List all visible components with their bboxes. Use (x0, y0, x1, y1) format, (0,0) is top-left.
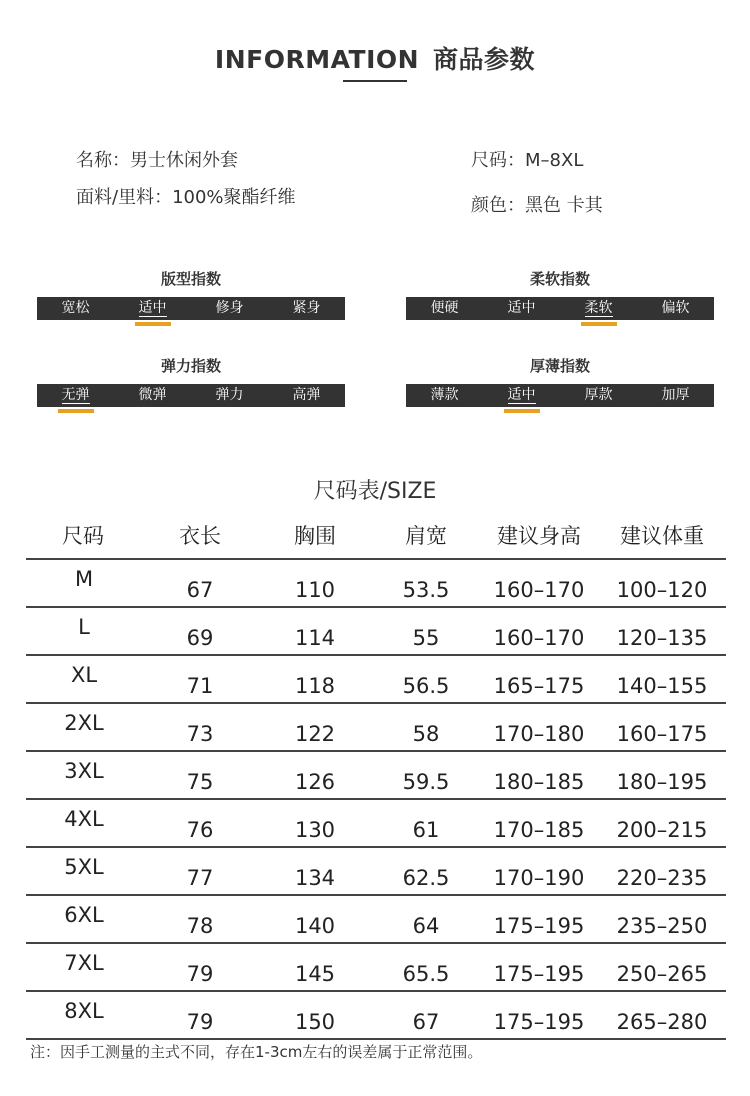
index-bar (37, 384, 345, 407)
index-option-selected: 柔软 (560, 297, 637, 320)
header-size: 尺码 (26, 512, 142, 559)
header-length: 衣长 (142, 512, 258, 559)
table-row (26, 943, 726, 991)
index-option: 便硬 (430, 300, 459, 316)
cell-chest: 145 (258, 943, 372, 991)
info-name: 名称：男士休闲外套 (76, 150, 238, 171)
cell-chest: 134 (258, 847, 372, 895)
cell-length: 71 (142, 655, 258, 703)
cell-size: M (26, 559, 142, 607)
cell-height: 160–170 (480, 607, 598, 655)
cell-chest: 114 (258, 607, 372, 655)
cell-length: 79 (142, 991, 258, 1039)
cell-size: XL (26, 655, 142, 703)
cell-weight: 120–135 (598, 607, 726, 655)
info-color: 颜色：黑色 卡其 (471, 195, 603, 216)
table-header-row (26, 512, 726, 559)
table-row (26, 655, 726, 703)
selected-marker (58, 409, 94, 413)
index-title: 版型指数 (160, 270, 221, 288)
header-weight: 建议体重 (598, 512, 726, 559)
cell-weight: 250–265 (598, 943, 726, 991)
selected-marker (504, 409, 540, 413)
index-option: 高弹 (292, 387, 321, 403)
cell-shoulder: 59.5 (372, 751, 480, 799)
cell-length: 79 (142, 943, 258, 991)
cell-weight: 200–215 (598, 799, 726, 847)
cell-weight: 100–120 (598, 559, 726, 607)
cell-size: 4XL (26, 799, 142, 847)
index-block-elasticity (37, 355, 345, 407)
cell-shoulder: 62.5 (372, 847, 480, 895)
index-option-selected: 适中 (483, 384, 560, 407)
cell-shoulder: 65.5 (372, 943, 480, 991)
index-option: 弹力 (215, 387, 244, 403)
index-option: 微弹 (138, 387, 167, 403)
cell-shoulder: 67 (372, 991, 480, 1039)
selected-marker (581, 322, 617, 326)
table-row (26, 799, 726, 847)
header-chest: 胸围 (258, 512, 372, 559)
index-option: 宽松 (61, 300, 90, 316)
cell-chest: 110 (258, 559, 372, 607)
cell-chest: 118 (258, 655, 372, 703)
info-material: 面料/里料：100%聚酯纤维 (76, 187, 296, 208)
cell-height: 175–195 (480, 895, 598, 943)
info-size: 尺码：M–8XL (471, 150, 584, 171)
index-bar (406, 384, 714, 407)
table-row (26, 895, 726, 943)
header-height: 建议身高 (480, 512, 598, 559)
table-row (26, 607, 726, 655)
page-title-cn: 商品参数 (433, 45, 536, 74)
cell-length: 77 (142, 847, 258, 895)
table-row (26, 847, 726, 895)
cell-length: 75 (142, 751, 258, 799)
cell-chest: 140 (258, 895, 372, 943)
index-option: 修身 (215, 300, 244, 316)
cell-shoulder: 56.5 (372, 655, 480, 703)
cell-weight: 220–235 (598, 847, 726, 895)
index-title: 厚薄指数 (529, 357, 590, 375)
cell-size: 2XL (26, 703, 142, 751)
cell-weight: 160–175 (598, 703, 726, 751)
cell-size: 5XL (26, 847, 142, 895)
size-table (26, 512, 726, 1040)
cell-height: 180–185 (480, 751, 598, 799)
table-row (26, 751, 726, 799)
cell-length: 67 (142, 559, 258, 607)
index-block-softness (406, 268, 714, 320)
index-option: 适中 (507, 300, 536, 316)
cell-chest: 126 (258, 751, 372, 799)
index-bar (406, 297, 714, 320)
cell-height: 170–185 (480, 799, 598, 847)
page-title-en: INFORMATION (214, 45, 420, 74)
cell-length: 78 (142, 895, 258, 943)
cell-size: 3XL (26, 751, 142, 799)
header-shoulder: 肩宽 (372, 512, 480, 559)
cell-height: 165–175 (480, 655, 598, 703)
cell-height: 170–190 (480, 847, 598, 895)
table-row (26, 703, 726, 751)
cell-chest: 130 (258, 799, 372, 847)
cell-shoulder: 58 (372, 703, 480, 751)
index-option: 紧身 (292, 300, 321, 316)
cell-height: 160–170 (480, 559, 598, 607)
selected-marker (135, 322, 171, 326)
index-title: 弹力指数 (160, 357, 221, 375)
cell-weight: 180–195 (598, 751, 726, 799)
table-row (26, 559, 726, 607)
index-bar (37, 297, 345, 320)
cell-chest: 150 (258, 991, 372, 1039)
index-option: 加厚 (661, 387, 690, 403)
index-option: 厚款 (584, 387, 613, 403)
cell-shoulder: 61 (372, 799, 480, 847)
cell-length: 69 (142, 607, 258, 655)
cell-size: 8XL (26, 991, 142, 1039)
index-option: 偏软 (661, 300, 690, 316)
cell-shoulder: 53.5 (372, 559, 480, 607)
cell-height: 170–180 (480, 703, 598, 751)
index-block-fit (37, 268, 345, 320)
cell-length: 76 (142, 799, 258, 847)
index-title: 柔软指数 (529, 270, 590, 288)
cell-size: L (26, 607, 142, 655)
cell-length: 73 (142, 703, 258, 751)
page-title (0, 40, 750, 76)
cell-height: 175–195 (480, 943, 598, 991)
cell-size: 7XL (26, 943, 142, 991)
cell-weight: 140–155 (598, 655, 726, 703)
cell-shoulder: 64 (372, 895, 480, 943)
index-option-selected: 无弹 (37, 384, 114, 407)
cell-shoulder: 55 (372, 607, 480, 655)
size-table-title: 尺码表/SIZE (313, 479, 437, 504)
title-underline (343, 80, 407, 82)
measurement-note: 注：因手工测量的主式不同，存在1-3cm左右的误差属于正常范围。 (30, 1043, 483, 1061)
cell-height: 175–195 (480, 991, 598, 1039)
cell-weight: 235–250 (598, 895, 726, 943)
index-block-thickness (406, 355, 714, 407)
index-option: 薄款 (430, 387, 459, 403)
cell-size: 6XL (26, 895, 142, 943)
cell-chest: 122 (258, 703, 372, 751)
cell-weight: 265–280 (598, 991, 726, 1039)
table-row (26, 991, 726, 1039)
index-option-selected: 适中 (114, 297, 191, 320)
